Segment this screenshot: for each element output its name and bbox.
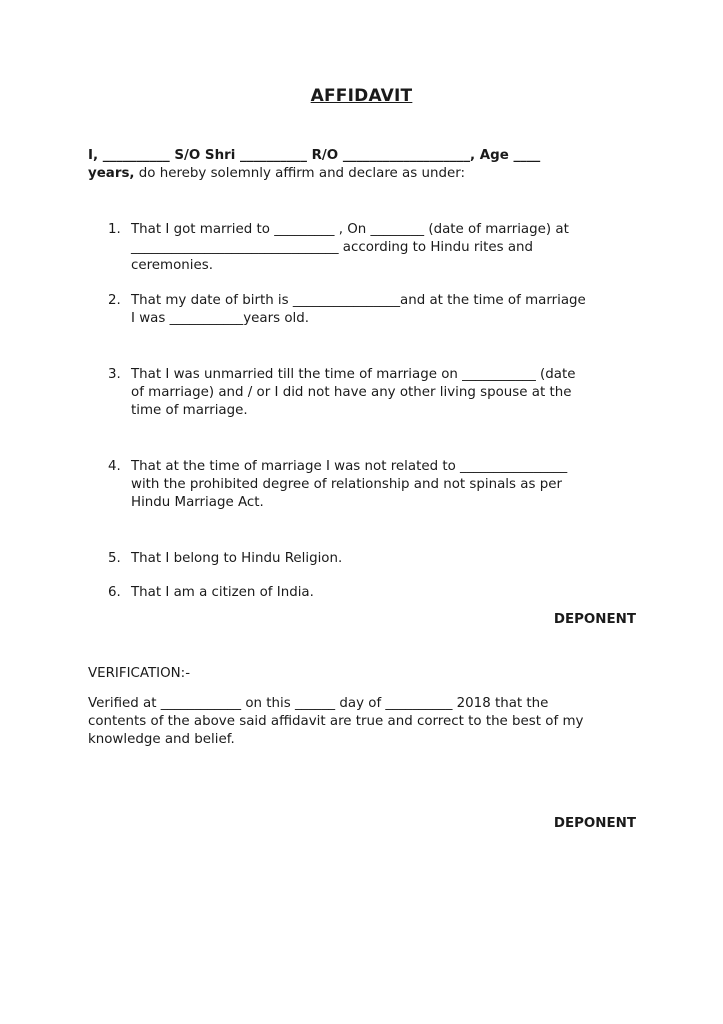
list-item (108, 221, 638, 276)
item-line: That I got married to _________ , On ________ (date of marriage) at (131, 222, 569, 237)
item-line: of marriage) and / or I did not have any other living spouse at the (131, 385, 572, 401)
verification-line: knowledge and belief. (88, 732, 235, 748)
deponent-signature-label-2: DEPONENT (553, 816, 636, 831)
item-line: I was ___________years old. (131, 311, 310, 327)
list-item (108, 366, 638, 421)
list-item (108, 458, 638, 513)
intro-bold-line: I, __________ S/O Shri __________ R/O ___________________, Age ____ (88, 148, 541, 163)
item-line: That I was unmarried till the time of marriage on ___________ (date (131, 367, 576, 382)
verification-heading: VERIFICATION:- (88, 666, 191, 681)
list-item (108, 550, 638, 568)
item-line: Hindu Marriage Act. (131, 495, 264, 511)
intro-rest: do hereby solemnly affirm and declare as under: (134, 166, 465, 181)
item-number: 5. (108, 551, 121, 566)
item-line: _______________________________ according to Hindu rites and (131, 240, 534, 256)
item-line: That I am a citizen of India. (131, 585, 314, 600)
document-title: AFFIDAVIT (310, 86, 413, 106)
verification-line: Verified at ____________ on this ______ day of __________ 2018 that the (88, 696, 549, 711)
item-line: That at the time of marriage I was not related to ________________ (131, 459, 568, 474)
item-line: That my date of birth is ________________and at the time of marriage (131, 293, 586, 308)
deponent-signature-label: DEPONENT (553, 612, 636, 627)
item-line: time of marriage. (131, 403, 248, 419)
item-line: ceremonies. (131, 258, 213, 274)
item-line: with the prohibited degree of relationship and not spinals as per (131, 477, 562, 493)
intro-bold-years: years, (88, 166, 135, 181)
list-item (108, 584, 638, 602)
verification-paragraph (88, 695, 648, 750)
item-line: That I belong to Hindu Religion. (131, 551, 343, 566)
item-number: 3. (108, 367, 121, 382)
list-item (108, 292, 638, 328)
verification-line: contents of the above said affidavit are true and correct to the best of my (88, 714, 584, 730)
intro-paragraph (88, 147, 648, 183)
item-number: 2. (108, 293, 121, 308)
item-number: 1. (108, 222, 121, 237)
item-number: 6. (108, 585, 121, 600)
item-number: 4. (108, 459, 121, 474)
